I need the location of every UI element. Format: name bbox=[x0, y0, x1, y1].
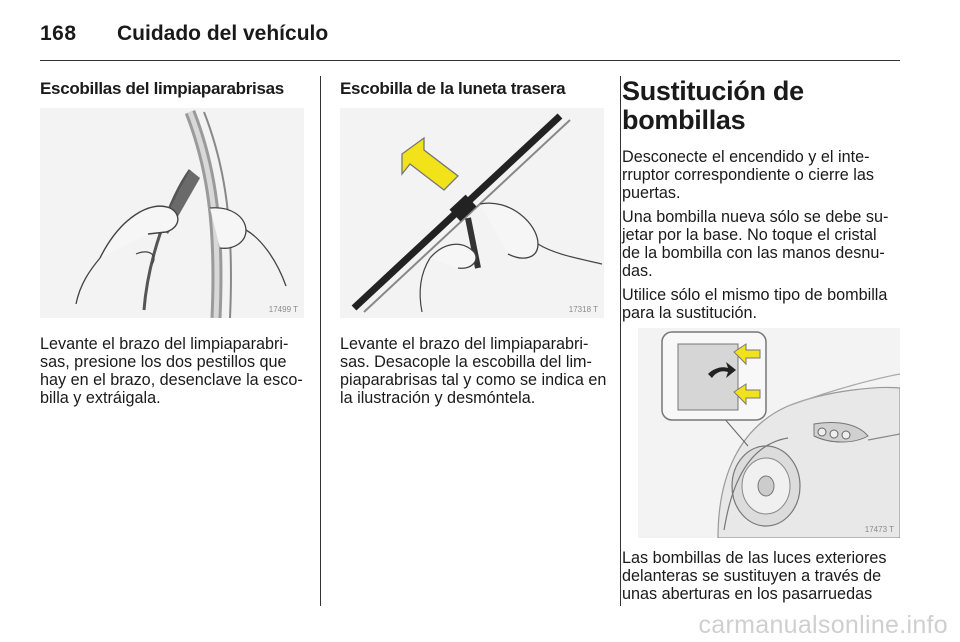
paragraph-rear-wiper: Levante el brazo del limpiaparabri- sas. Desacople la escobilla del lim- piaparabrisas tal y como se indica en la ilustración y desmóntela. bbox=[340, 335, 607, 407]
page-number: 168 bbox=[40, 22, 77, 45]
header-rule bbox=[40, 60, 900, 61]
section-heading-rear-wiper: Escobilla de la luneta trasera bbox=[340, 79, 566, 98]
section-heading-wipers: Escobillas del limpiaparabrisas bbox=[40, 79, 284, 98]
paragraph-front-bulbs: Las bombillas de las luces exteriores delanteras se sustituyen a través de unas aberturas en los pasarruedas bbox=[622, 549, 887, 603]
figure-code: 17318 T bbox=[568, 305, 598, 314]
figure-wiper-blade bbox=[40, 108, 304, 318]
column-divider-1 bbox=[320, 76, 321, 606]
section-heading-bulbs: Sustitución de bombillas bbox=[622, 76, 804, 135]
watermark: carmanualsonline.info bbox=[698, 611, 948, 639]
figure-headlight-access bbox=[638, 328, 900, 538]
paragraph-same-type: Utilice sólo el mismo tipo de bombilla para la sustitución. bbox=[622, 286, 888, 322]
figure-code: 17473 T bbox=[864, 525, 894, 534]
paragraph-wipers: Levante el brazo del limpiaparabri- sas, presione los dos pestillos que hay en el brazo, desenclave la esco- billa y extráigala. bbox=[40, 335, 303, 407]
paragraph-handling: Una bombilla nueva sólo se debe su- jetar por la base. No toque el cristal de la bombilla con las manos desnu- das. bbox=[622, 208, 889, 280]
figure-code: 17499 T bbox=[268, 305, 298, 314]
column-divider-2 bbox=[620, 76, 621, 606]
figure-rear-wiper bbox=[340, 108, 604, 318]
paragraph-disconnect: Desconecte el encendido y el inte- rruptor correspondiente o cierre las puertas. bbox=[622, 148, 874, 202]
page-header-title: Cuidado del vehículo bbox=[117, 22, 329, 45]
